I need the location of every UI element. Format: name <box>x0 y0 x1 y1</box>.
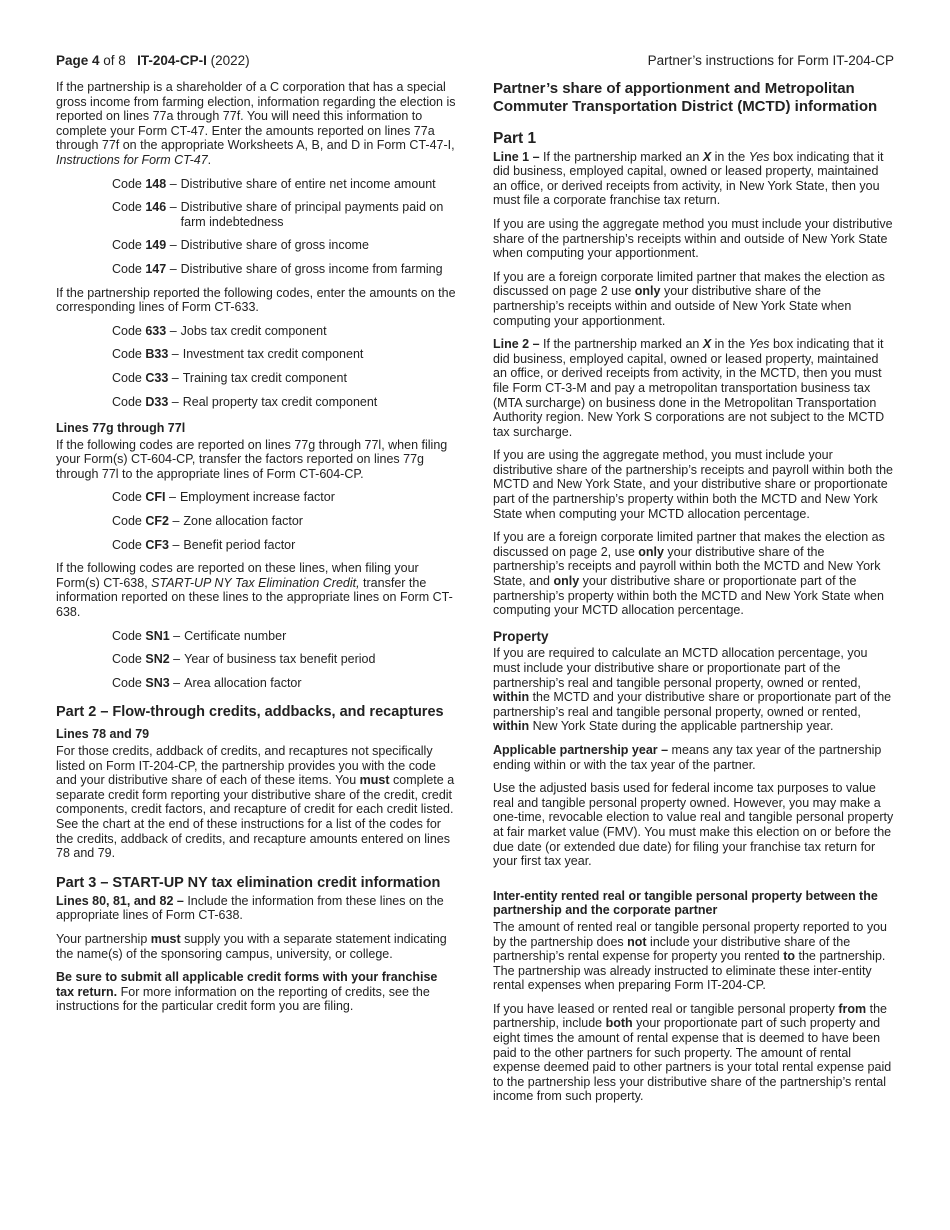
ct638-paragraph: If the following codes are reported on these lines, when filing your Form(s) CT-638, START-UP NY Tax Elimination Credit, transfer the information reported on these lines to the appropriate lines on Form CT-638. <box>56 561 453 620</box>
adjusted-basis-paragraph: Use the adjusted basis used for federal income tax purposes to value real and tangible personal property owned. However, you may make a one-time, revocable election to value real and tangible personal property at fair market value (FMV). You must make this election on or before the due date (or extended due date) for filing your franchise tax return for your first tax year. <box>493 781 894 869</box>
code-item-c33: Code C33 – Training tax credit component <box>112 370 347 385</box>
code-item-633: Code 633 – Jobs tax credit component <box>112 323 327 338</box>
ct633-paragraph: If the partnership reported the following codes, enter the amounts on the corresponding lines of Form CT-633. <box>56 285 456 315</box>
lines-80-82-paragraph: Lines 80, 81, and 82 – Include the information from these lines on the appropriate lines of Form CT-638. <box>56 893 444 923</box>
lines-78-79-heading: Lines 78 and 79 <box>56 727 150 742</box>
inter-entity-paragraph-2: If you have leased or rented real or tangible personal property from the partnership, include both your proportionate part of such property and eight times the amount of rental expense that is deemed to have been paid to the other partners for such property. The amount of rental expense deemed paid to other partners is your total rental expense paid to the partnership less your distributive share of the partnership’s rental income from such property. <box>493 1001 892 1104</box>
inter-entity-paragraph-1: The amount of rented real or tangible personal property reported to you by the partnership does not include your distributive share of the partnership’s rental expense for property you rented to the partnership. The partnership was already instructed to eliminate these inter-entity rental expenses when preparing Form IT-204-CP. <box>493 919 887 993</box>
page-number-form-code: Page 4 of 8 IT-204-CP-I (2022) <box>56 53 250 68</box>
part3-heading: Part 3 – START-UP NY tax elimination credit information <box>56 874 441 891</box>
code-item-sn1: Code SN1 – Certificate number <box>112 628 287 643</box>
line2-paragraph: Line 2 – If the partnership marked an X in the Yes box indicating that it did business, employed capital, owned or leased property, maintained an office, or derived receipts from activity, in the MCTD, then you must file Form CT-3-M and pay a metropolitan transportation business tax (MTA surcharge) on business done in the Metropolitan Transportation Authority region. New York S corporations are not subject to the MCTD tax surcharge. <box>493 337 885 439</box>
page-header <box>56 53 894 71</box>
apportionment-section-title: Partner’s share of apportionment and Metropolitan Commuter Transportation District (MCTD) information <box>493 80 878 115</box>
foreign-partner-paragraph-2: If you are a foreign corporate limited partner that makes the election as discussed on page 2, use only your distributive share of the partnership’s receipts and payroll within both the MCTD and New York State, and only your distributive share or proportionate part of the partnership’s property within both the MCTD and New York State when computing your MCTD allocation percentage. <box>493 530 885 618</box>
inter-entity-heading: Inter-entity rented real or tangible personal property between the partnership and the corporate partner <box>493 888 878 918</box>
code-item-cf2: Code CF2 – Zone allocation factor <box>112 514 303 529</box>
code-item-sn3: Code SN3 – Area allocation factor <box>112 675 302 690</box>
property-paragraph: If you are required to calculate an MCTD allocation percentage, you must include your distributive share or proportionate part of the partnership’s real and tangible personal property, owned or rented, within the MCTD and your distributive share or proportionate part of the partnership’s real and tangible personal property, owned or rented, within New York State during the applicable partnership year. <box>493 646 892 734</box>
farming-election-paragraph: If the partnership is a shareholder of a C corporation that has a special gross income from farming election, information regarding the election is reported on lines 77a through 77f. You will need this information to complete your Form CT-47. Enter the amounts reported on lines 77a through 77f on the appropriate Worksheets A, B, and D in Form CT-47-I, Instructions for Form CT-47. <box>56 80 456 167</box>
left-column <box>56 80 456 1023</box>
code-item-149: Code 149 – Distributive share of gross income <box>112 238 369 253</box>
right-column <box>493 80 895 1113</box>
aggregate-method-paragraph-1: If you are using the aggregate method you must include your distributive share of the partnership’s receipts within and outside of New York State when computing your apportionment. <box>493 216 893 261</box>
applicable-year-paragraph: Applicable partnership year – means any tax year of the partnership ending within or with the tax year of the partner. <box>493 742 882 772</box>
credits-paragraph: For those credits, addback of credits, and recaptures not specifically listed on Form IT-204-CP, the partnership provides you with the code and your distributive share of each of these items. You must complete a separate credit form reporting your distributive share of the credit, credit components, credit factors, and recapture of credit for each credit listed. See the chart at the end of these instructions for a list of the codes for the credits, addback of credits, and recapture amounts entered on lines 78 and 79. <box>56 744 455 861</box>
code-item-cfi: Code CFI – Employment increase factor <box>112 490 335 505</box>
foreign-partner-paragraph-1: If you are a foreign corporate limited partner that makes the election as discussed on page 2 use only your distributive share of the partnership’s receipts within and outside of New York State when computing your apportionment. <box>493 269 885 328</box>
lines-77g-77l-heading: Lines 77g through 77l <box>56 421 186 436</box>
code-item-cf3: Code CF3 – Benefit period factor <box>112 537 296 552</box>
part2-heading: Part 2 – Flow-through credits, addbacks, and recaptures <box>56 704 444 721</box>
aggregate-method-paragraph-2: If you are using the aggregate method, you must include your distributive share of the partnership’s receipts and payroll within both the MCTD and New York State, and your distributive share or proportionate part of the partnership’s property within both the MCTD and New York State when computing your MCTD allocation percentage. <box>493 448 893 521</box>
code-item-147: Code 147 – Distributive share of gross income from farming <box>112 261 443 276</box>
code-item-146: Code 146 – Distributive share of principal payments paid on farm indebtedness <box>112 200 444 229</box>
part1-heading: Part 1 <box>493 130 537 147</box>
submit-forms-paragraph: Be sure to submit all applicable credit forms with your franchise tax return. For more information on the reporting of credits, see the instructions for the particular credit form you are filing. <box>56 970 438 1014</box>
code-item-b33: Code B33 – Investment tax credit component <box>112 347 364 362</box>
code-item-d33: Code D33 – Real property tax credit component <box>112 394 378 409</box>
header-title: Partner’s instructions for Form IT-204-CP <box>647 53 894 68</box>
code-item-148: Code 148 – Distributive share of entire net income amount <box>112 176 436 191</box>
ct604cp-paragraph: If the following codes are reported on lines 77g through 77l, when filing your Form(s) CT-604-CP, transfer the factors reported on lines 77g through 77l to the appropriate lines of Form CT-604-CP. <box>56 437 448 481</box>
sponsor-statement-paragraph: Your partnership must supply you with a separate statement indicating the name(s) of the sponsoring campus, university, or college. <box>56 931 447 961</box>
property-heading: Property <box>493 628 549 644</box>
code-item-sn2: Code SN2 – Year of business tax benefit period <box>112 652 376 667</box>
line1-paragraph: Line 1 – If the partnership marked an X in the Yes box indicating that it did business, employed capital, owned or leased property, maintained an office, or derived receipts from activity, in New York State, then you must file a corporate franchise tax return. <box>493 149 884 208</box>
